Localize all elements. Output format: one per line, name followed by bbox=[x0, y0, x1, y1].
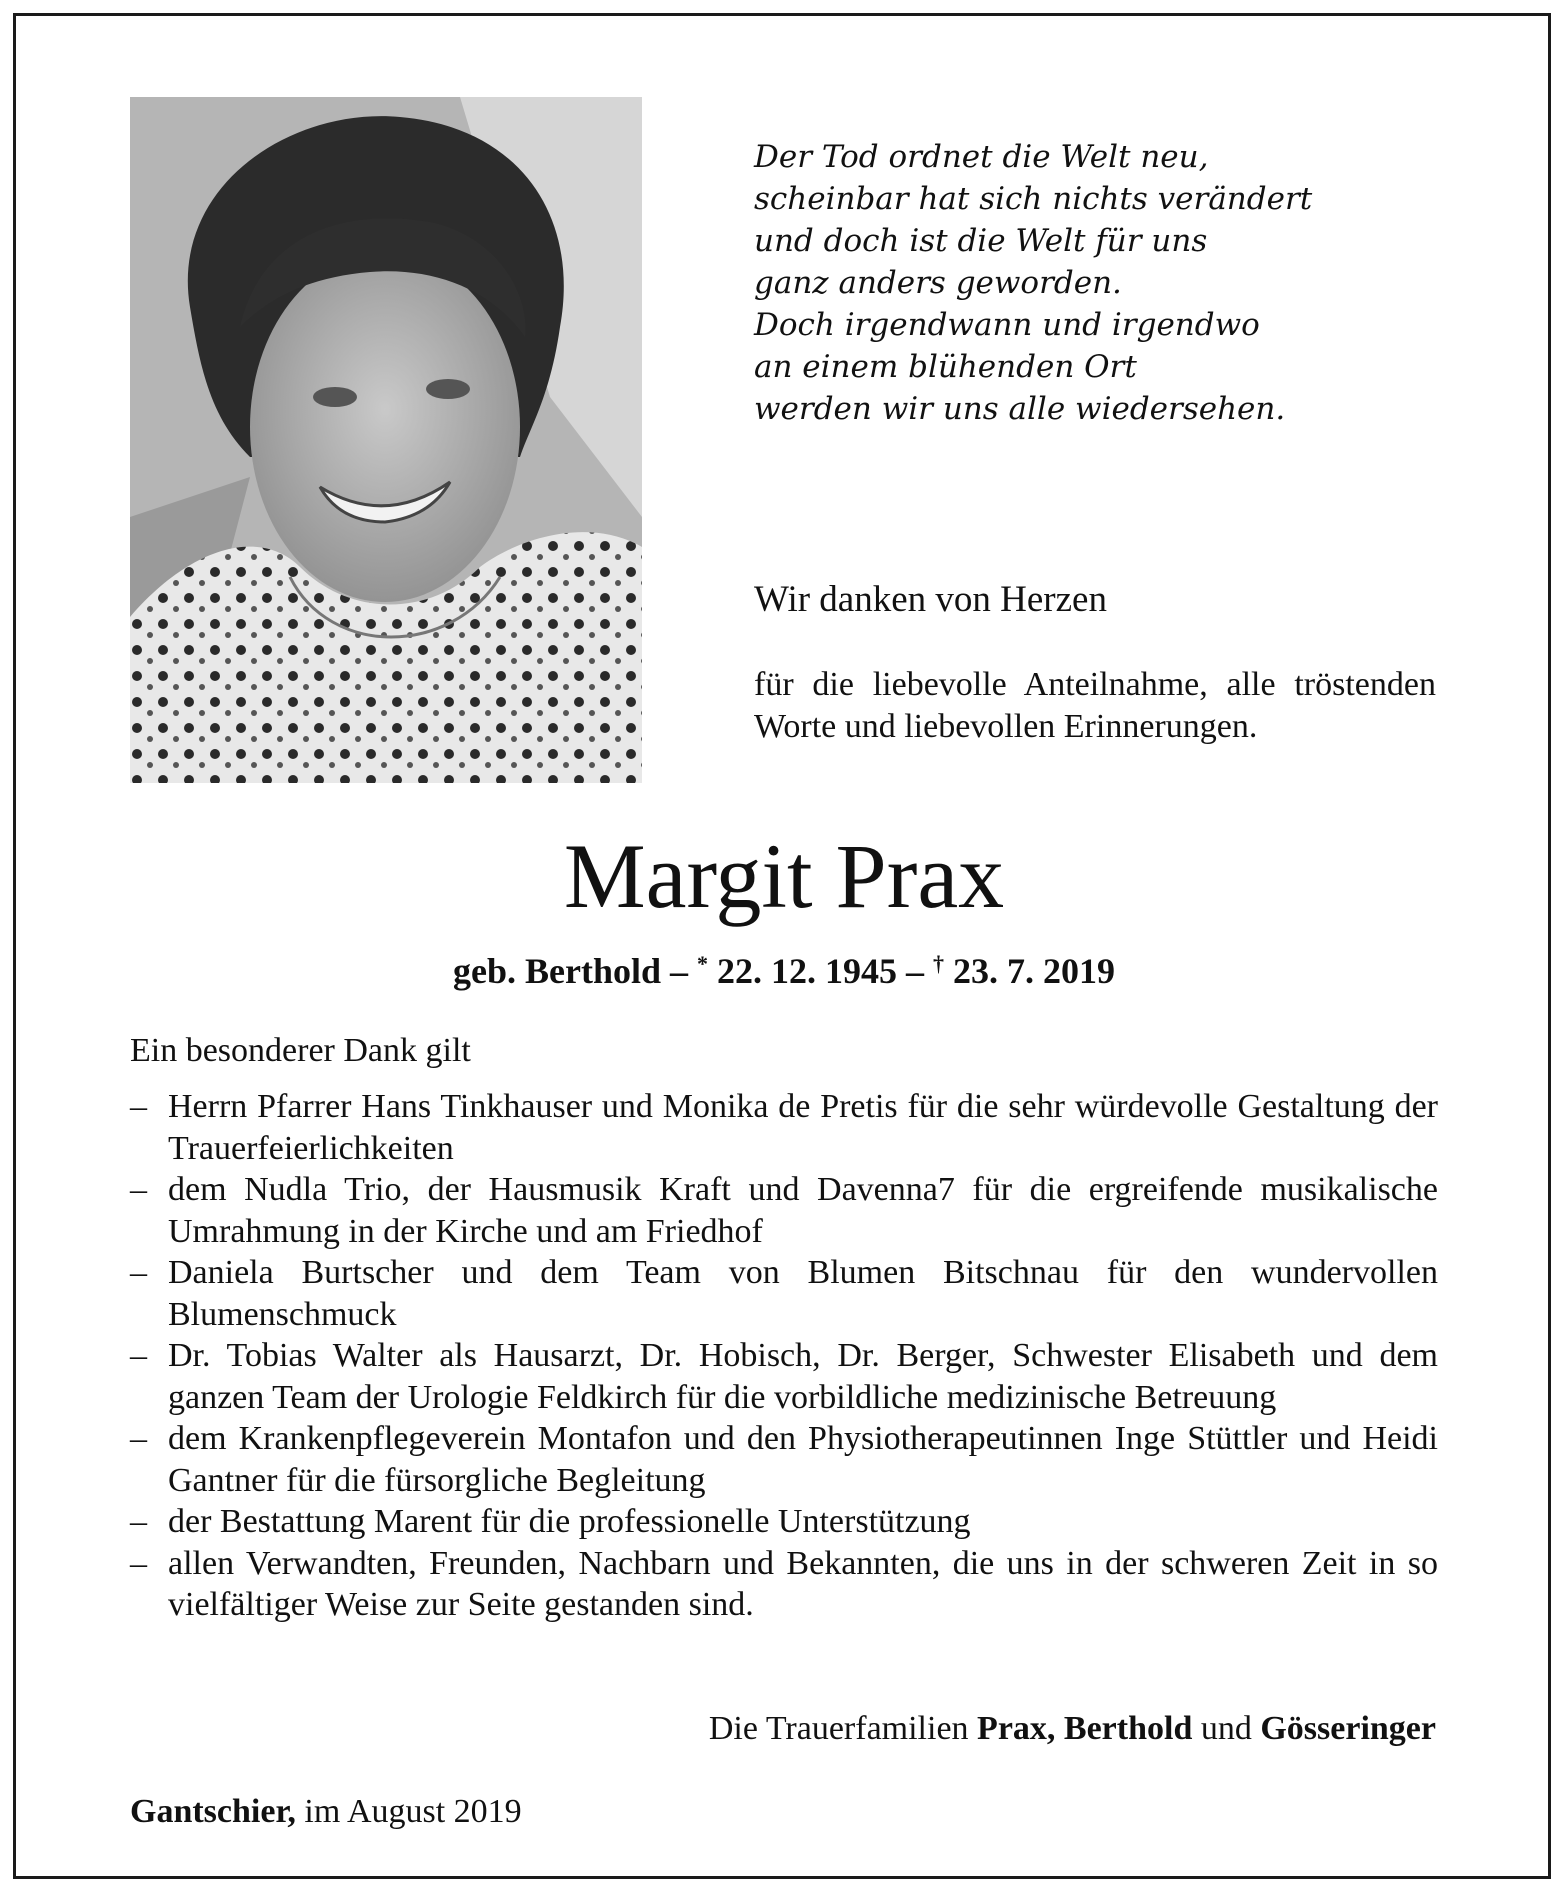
life-dates bbox=[0, 950, 1568, 992]
death-date: 23. 7. 2019 bbox=[944, 951, 1115, 991]
list-item-text: Daniela Burtscher und dem Team von Blumen Bitschnau für den wundervollen Blumenschmuck bbox=[168, 1254, 1438, 1333]
signature-conjunction: und bbox=[1192, 1710, 1261, 1747]
deceased-name: Margit Prax bbox=[563, 825, 1005, 927]
family-name: Gösseringer bbox=[1260, 1710, 1436, 1747]
special-thanks-intro: Ein besonderer Dank gilt bbox=[130, 1032, 471, 1069]
poem-line: und doch ist die Welt für uns bbox=[754, 223, 1208, 259]
birth-date: 22. 12. 1945 bbox=[708, 951, 897, 991]
signature-prefix: Die Trauerfamilien bbox=[708, 1710, 978, 1747]
portrait-photo bbox=[130, 97, 642, 783]
poem-line: an einem blühenden Ort bbox=[754, 349, 1137, 385]
poem bbox=[754, 136, 1454, 430]
poem-line: Doch irgendwann und irgendwo bbox=[754, 307, 1260, 343]
list-item-text: allen Verwandten, Freunden, Nachbarn und Bekannten, die uns in der schweren Zeit in so vielfältiger Weise zur Seite gestanden sind. bbox=[168, 1544, 1438, 1623]
poem-line: werden wir uns alle wiedersehen. bbox=[754, 391, 1286, 427]
separator: – bbox=[897, 951, 933, 991]
list-item bbox=[130, 1252, 1438, 1335]
list-item bbox=[130, 1335, 1438, 1418]
list-item-text: Herrn Pfarrer Hans Tinkhauser und Monika de Pretis für die sehr würdevolle Gestaltung der Trauerfeierlichkeiten bbox=[168, 1088, 1438, 1167]
poem-line: ganz anders geworden. bbox=[754, 265, 1122, 301]
dash: – bbox=[130, 1544, 147, 1582]
separator: – bbox=[661, 951, 697, 991]
list-item-text: der Bestattung Marent für die professionelle Unterstützung bbox=[168, 1503, 971, 1540]
dash: – bbox=[130, 1420, 147, 1457]
dash: – bbox=[130, 1171, 147, 1208]
place-date bbox=[130, 1793, 522, 1831]
thanks-heading: Wir danken von Herzen bbox=[754, 579, 1107, 620]
dash: – bbox=[130, 1254, 147, 1291]
list-item-text: dem Nudla Trio, der Hausmusik Kraft und Davenna7 für die ergreifende musikalische Umrahmung in der Kirche und am Friedhof bbox=[168, 1171, 1438, 1250]
thanks-text: für die liebevolle Anteilnahme, alle tröstenden Worte und liebevollen Erinnerungen. bbox=[754, 666, 1436, 745]
date: im August 2019 bbox=[295, 1793, 522, 1830]
list-item-text: dem Krankenpflegeverein Montafon und den Physiotherapeutinnen Inge Stüttler und Heidi Gantner für die fürsorgliche Begleitung bbox=[168, 1420, 1438, 1499]
family-signature bbox=[709, 1710, 1436, 1748]
town: Gantschier, bbox=[130, 1793, 296, 1830]
dash: – bbox=[130, 1337, 147, 1374]
death-symbol: † bbox=[933, 951, 944, 976]
list-item bbox=[130, 1086, 1438, 1169]
birth-symbol: * bbox=[697, 951, 708, 976]
poem-line: scheinbar hat sich nichts verändert bbox=[754, 181, 1313, 217]
poem-line: Der Tod ordnet die Welt neu, bbox=[754, 139, 1209, 175]
maiden-name: geb. Berthold bbox=[452, 951, 661, 991]
special-thanks-list bbox=[130, 1086, 1438, 1626]
list-item bbox=[130, 1418, 1438, 1501]
list-item bbox=[130, 1169, 1438, 1252]
dash: – bbox=[130, 1088, 147, 1125]
list-item bbox=[130, 1543, 1438, 1626]
dash: – bbox=[130, 1503, 147, 1540]
family-names: Prax, Berthold bbox=[977, 1710, 1193, 1747]
list-item bbox=[130, 1501, 1438, 1543]
list-item-text: Dr. Tobias Walter als Hausarzt, Dr. Hobisch, Dr. Berger, Schwester Elisabeth und dem ganzen Team der Urologie Feldkirch für die vorbildliche medizinische Betreuung bbox=[168, 1337, 1438, 1416]
